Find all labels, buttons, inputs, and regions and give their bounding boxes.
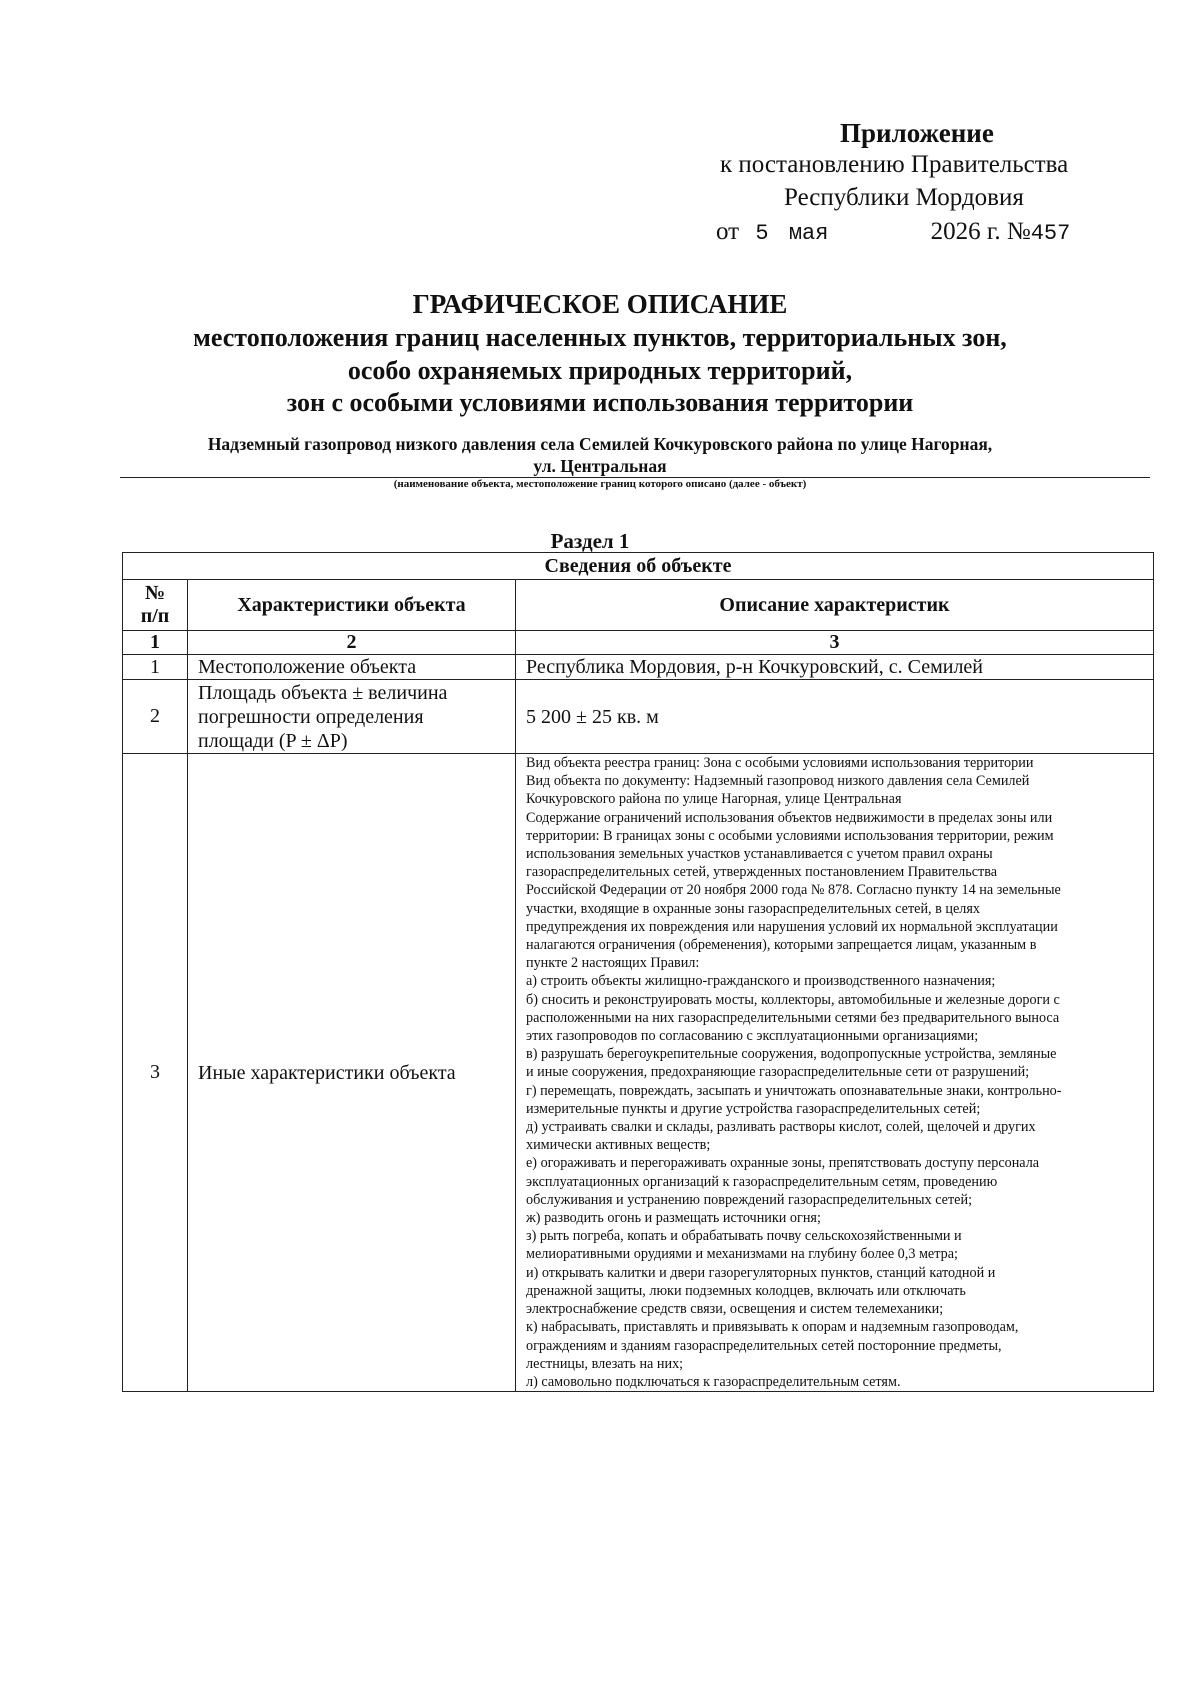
table-row [123,655,1154,680]
description-line: использования земельных участков устанавливается с учетом правил охраны [526,846,993,863]
characteristic-line: погрешности определения [198,705,424,728]
row-description: 5 200 ± 25 кв. м [516,680,1154,754]
description-line: обслуживания и устранению повреждений газораспределительных сетей; [526,1191,973,1208]
row-characteristic: Иные характеристики объекта [188,754,516,1392]
description-line: лестницы, влезать на них; [526,1355,684,1372]
date-month: мая [788,221,829,246]
row-characteristic [188,680,516,754]
header-description: Описание характеристик [516,580,1154,631]
document-subtitle-2: особо охраняемых природных территорий, [347,356,853,385]
description-line: налагаются ограничения (обременения), которыми запрещается лицам, указанным в [526,937,1037,954]
description-line: Вид объекта реестра границ: Зона с особыми условиями использования территории [526,755,1034,771]
header-number-line-2: п/п [140,605,170,627]
description-line: л) самовольно подключаться к газораспределительным сетям. [526,1373,901,1390]
description-line: Кочкуровского района по улице Нагорная, улице Центральная [526,791,902,808]
date-day: 5 [755,221,769,246]
description-line: б) сносить и реконструировать мосты, коллекторы, автомобильные и железные дороги с [526,991,1060,1008]
description-line: и иные сооружения, предохраняющие газораспределительные сети от разрушений; [526,1064,1030,1081]
description-line: и) открывать калитки и двери газорегуляторных пунктов, станций катодной и [526,1264,996,1281]
row-characteristic: Местоположение объекта [188,655,516,680]
object-name-line-1: Надземный газопровод низкого давления села Семилей Кочкуровского района по улице Нагорная, [207,434,993,454]
document-subtitle-1: местоположения границ населенных пунктов, территориальных зон, [193,323,1007,352]
description-line: химически активных веществ; [526,1137,711,1154]
description-line: ограждениям и зданиям газораспределительных сетей посторонние предметы, [526,1337,1002,1354]
description-line: мелиоративными орудиями и механизмами на глубину более 0,3 метра; [526,1246,958,1263]
row-number: 3 [123,754,188,1392]
description-line: з) рыть погреба, копать и обрабатывать почву сельскохозяйственными и [526,1228,962,1245]
description-line: д) устраивать свалки и склады, разливать растворы кислот, солей, щелочей и других [526,1119,1036,1136]
table-row [123,680,1154,754]
characteristic-line: Площадь объекта ± величина [198,681,448,704]
description-line: электроснабжение средств связи, освещения и систем телемеханики; [526,1301,944,1318]
object-info-table [122,552,1154,1392]
description-line: а) строить объекты жилищно-гражданского и производственного назначения; [526,973,996,990]
description-line: газораспределительных сетей, утвержденных постановлением Правительства [526,864,998,881]
description-line: Вид объекта по документу: Надземный газопровод низкого давления села Семилей [526,773,1030,790]
description-line: этих газопроводов по согласованию с эксплуатационными организациями; [526,1028,979,1045]
description-line: Российской Федерации от 20 ноября 2000 года № 878. Согласно пункту 14 на земельные [526,882,1061,899]
description-line: Содержание ограничений использования объектов недвижимости в пределах зоны или [526,809,1053,826]
description-line: е) огораживать и перегораживать охранные зоны, препятствовать доступу персонала [526,1155,1040,1172]
object-caption: (наименование объекта, местоположение границ которого описано (далее - объект) [393,478,807,490]
description-line: ж) разводить огонь и размещать источники огня; [526,1210,821,1227]
description-line: расположенными на них газораспределительными сетями без предварительного выноса [526,1009,1060,1026]
description-line: эксплуатационных организаций к газораспределительным сетям, проведению [526,1173,998,1190]
description-line: г) перемещать, повреждать, засыпать и уничтожать опознавательные знаки, контрольно- [526,1082,1062,1099]
table-row [123,754,1154,1392]
table-title-row [123,553,1154,580]
column-number-2: 2 [188,631,516,655]
description-line: пункте 2 настоящих Правил: [526,955,700,972]
date-prefix: от [716,218,740,245]
row-description: Республика Мордовия, р-н Кочкуровский, с. Семилей [516,655,1154,680]
table-title: Сведения об объекте [123,553,1154,580]
date-year: 2026 г. № [930,218,1031,245]
column-number-3: 3 [516,631,1154,655]
description-line: дренажной защиты, люки подземных колодцев, включать или отключать [526,1282,966,1299]
description-line: к) набрасывать, приставлять и привязывать к опорам и надземным газопроводам, [526,1319,1019,1336]
appendix-title: Приложение [840,118,994,148]
table-header-row [123,580,1154,631]
header-characteristic: Характеристики объекта [188,580,516,631]
document-number: 457 [1030,221,1071,246]
description-line: в) разрушать берегоукрепительные сооружения, водопропускные устройства, земляные [526,1046,1057,1063]
object-name-line-2: ул. Центральная [533,456,667,476]
header-number-line-1: № [144,582,166,604]
section-title: Раздел 1 [550,529,630,553]
characteristic-line: площади (P ± ΔP) [198,729,348,752]
appendix-line-1: к постановлению Правительства [720,151,1069,178]
description-line: измерительные пункты и другие устройства газораспределительных сетей; [526,1100,981,1117]
column-number-row [123,631,1154,655]
column-number-1: 1 [123,631,188,655]
header-number [123,580,188,631]
document-title: ГРАФИЧЕСКОЕ ОПИСАНИЕ [412,289,788,319]
document-subtitle-3: зон с особыми условиями использования территории [286,388,914,417]
row-number: 2 [123,680,188,754]
description-line: предупреждения их повреждения или нарушения условий их нормальной эксплуатации [526,918,1058,935]
description-line: территории: В границах зоны с особыми условиями использования территории, режим [526,827,1054,844]
row-description [516,754,1154,1392]
description-line: участки, входящие в охранные зоны газораспределительных сетей, в целях [526,900,980,917]
appendix-date-line [716,218,1070,246]
row-number: 1 [123,655,188,680]
appendix-line-2: Республики Мордовия [784,184,1024,211]
